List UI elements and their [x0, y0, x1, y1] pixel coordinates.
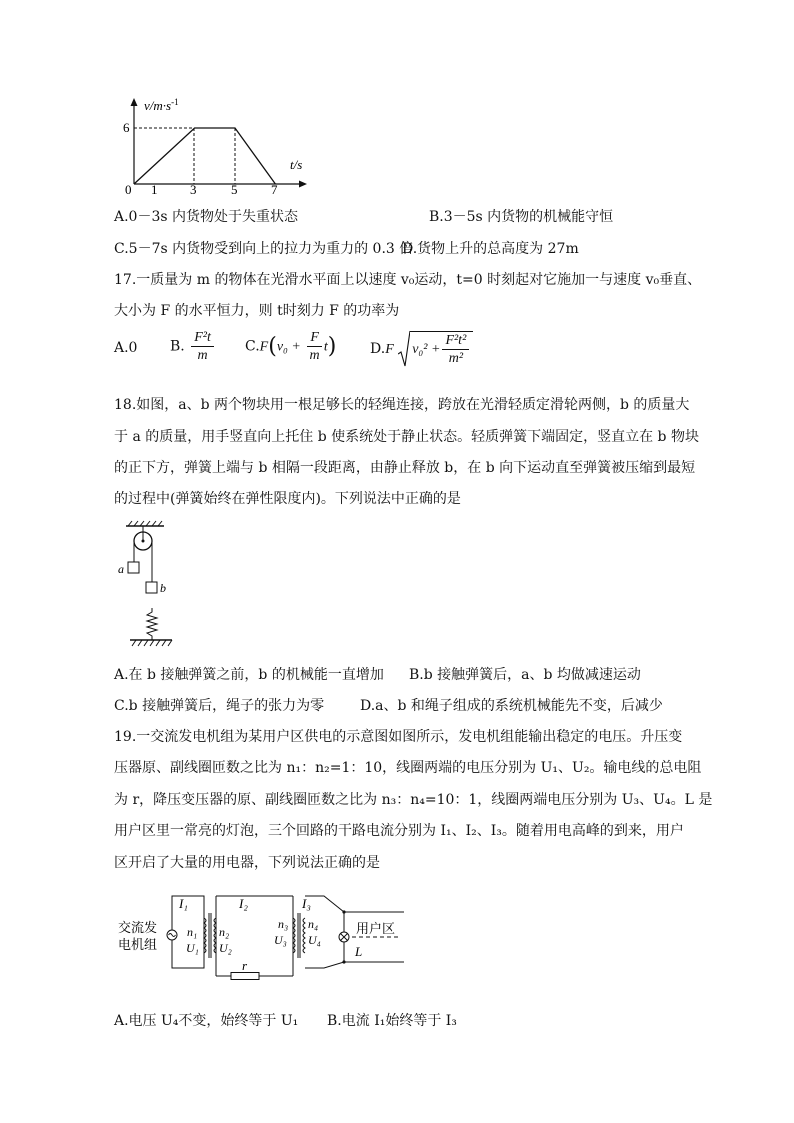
label-U3: U₃ — [274, 933, 287, 947]
x-tick-5: 5 — [231, 182, 238, 196]
step-down-secondary-coil — [303, 918, 305, 953]
block-b — [146, 582, 157, 593]
label-I3: I₃ — [302, 896, 311, 911]
q19-option-a: A.电压 U₄不变，始终等于 U₁ — [114, 1013, 299, 1029]
y-axis-label: $v/m\cdot s^{-1}$ — [144, 97, 179, 113]
q18-option-d: D.a、b 和绳子组成的系统机械能先不变，后减少 — [360, 698, 663, 714]
junction-dot-bottom — [342, 960, 345, 963]
junction-dot-top — [342, 910, 345, 913]
velocity-line — [134, 128, 275, 184]
q16-option-a: A.0－3s 内货物处于失重状态 — [114, 209, 299, 225]
user-loop — [305, 896, 404, 912]
q16-option-c: C.5－7s 内货物受到向上的拉力为重力的 0.3 倍 — [114, 241, 414, 257]
q18-option-b: B.b 接触弹簧后，a、b 均做减速运动 — [409, 667, 641, 683]
user-loop-bottom — [305, 962, 404, 968]
q19-stem-line-1: 19.一交流发电机组为某用户区供电的示意图如图所示，发电机组能输出稳定的电压。升压变 — [114, 729, 683, 745]
q18-option-c: C.b 接触弹簧后，绳子的张力为零 — [114, 698, 325, 714]
ceiling-hatch — [128, 521, 162, 526]
x-axis-label: t/s — [290, 157, 303, 172]
q19-stem-line-4: 用户区里一常亮的灯泡，三个回路的干路电流分别为 I₁、I₂、I₃。随着用电高峰的到来，用户 — [114, 823, 684, 839]
label-U4: U₄ — [308, 933, 321, 947]
ac-wave-icon — [169, 934, 176, 937]
q17-option-c: C.F(v₀ + $\frac{F}{m}$ t) — [245, 330, 337, 363]
label-n3: n₃ — [278, 917, 289, 931]
pulley-spring-diagram — [112, 520, 182, 648]
fraction-f-over-m: $\frac{F}{m}$ — [307, 330, 322, 363]
q17-option-a: A.0 — [114, 340, 138, 356]
q17-option-b: B. $\frac{\text{F²t}}{m}$ — [170, 330, 216, 363]
generator-label-1: 交流发 — [118, 920, 158, 935]
label-I2: I₂ — [239, 896, 248, 911]
label-U2: U₂ — [219, 941, 232, 955]
y-axis-arrow — [131, 98, 138, 106]
fraction-f2t-over-m: $\frac{\text{F²t}}{m}$ — [191, 330, 214, 363]
x-axis-arrow — [299, 181, 307, 188]
label-b: b — [160, 581, 166, 595]
floor-hatch — [132, 640, 172, 646]
q18-option-a: A.在 b 接触弹簧之前，b 的机械能一直增加 — [114, 667, 384, 683]
y-tick-6: 6 — [123, 120, 130, 135]
q18-stem-line-2: 于 a 的质量，用手竖直向上托住 b 使系统处于静止状态。轻质弹簧下端固定，竖直立在 b 物块 — [114, 429, 699, 445]
label-a: a — [118, 562, 124, 576]
q18-stem-line-1: 18.如图，a、b 两个物块用一根足够长的轻绳连接，跨放在光滑轻质定滑轮两侧，b 的质量大 — [114, 397, 690, 413]
q17-stem-line-2: 大小为 F 的水平恒力，则 t时刻力 F 的功率为 — [114, 303, 400, 319]
q16-option-b: B.3－5s 内货物的机械能守恒 — [429, 209, 614, 225]
label-L: L — [355, 944, 363, 959]
label-I1: I₁ — [179, 896, 188, 911]
spring — [147, 608, 157, 640]
q19-stem-line-5: 区开启了大量的用电器，下列说法正确的是 — [114, 855, 380, 871]
x-tick-1: 1 — [151, 182, 158, 196]
q16-option-d: D.货物上升的总高度为 27m — [402, 241, 579, 257]
q18-stem-line-3: 的正下方，弹簧上端与 b 相隔一段距离，由静止释放 b，在 b 向下运动直至弹簧被压缩到最短 — [114, 460, 696, 476]
sqrt-sign — [398, 330, 410, 368]
x-tick-3: 3 — [190, 182, 197, 196]
label-r: r — [242, 958, 248, 973]
sqrt-expression: v₀² + $\frac{\text{F²t²}}{\text{m²}}$ — [398, 330, 473, 368]
line-resistor-r — [231, 973, 259, 980]
q18-stem-line-4: 的过程中(弹簧始终在弹性限度内)。下列说法中正确的是 — [114, 491, 461, 507]
velocity-time-graph — [110, 96, 320, 196]
q17-option-d: D.F v₀² + $\frac{\text{F²t²}}{\text{m²}}$ — [370, 330, 473, 368]
label-n1: n₁ — [187, 925, 198, 939]
q17-stem-line-1: 17.一质量为 m 的物体在光滑水平面上以速度 v₀运动，t=0 时刻起对它施加一与速度 v₀垂直、 — [114, 272, 702, 288]
label-n4: n₄ — [308, 917, 319, 931]
label-user-area: 用户区 — [356, 921, 396, 936]
x-tick-7: 7 — [271, 182, 278, 196]
power-transmission-circuit — [112, 888, 412, 988]
fraction-f2t2-over-m2: $\frac{\text{F²t²}}{\text{m²}}$ — [442, 333, 469, 366]
q19-stem-line-3: 为 r，降压变压器的原、副线圈匝数之比为 n₃：n₄=10：1，线圈两端电压分别为 U₃、U₄。L 是 — [114, 792, 713, 808]
q19-option-b: B.电流 I₁始终等于 I₃ — [327, 1013, 457, 1029]
x-tick-0: 0 — [125, 182, 132, 196]
label-U1: U₁ — [186, 941, 199, 955]
generator-label-2: 电机组 — [118, 937, 158, 952]
label-n2: n₂ — [219, 925, 230, 939]
pulley-axle — [142, 540, 145, 543]
q19-stem-line-2: 压器原、副线圈匝数之比为 n₁：n₂=1：10，线圈两端的电压分别为 U₁、U₂。输电线的总电阻 — [114, 760, 702, 776]
block-a — [128, 562, 139, 573]
